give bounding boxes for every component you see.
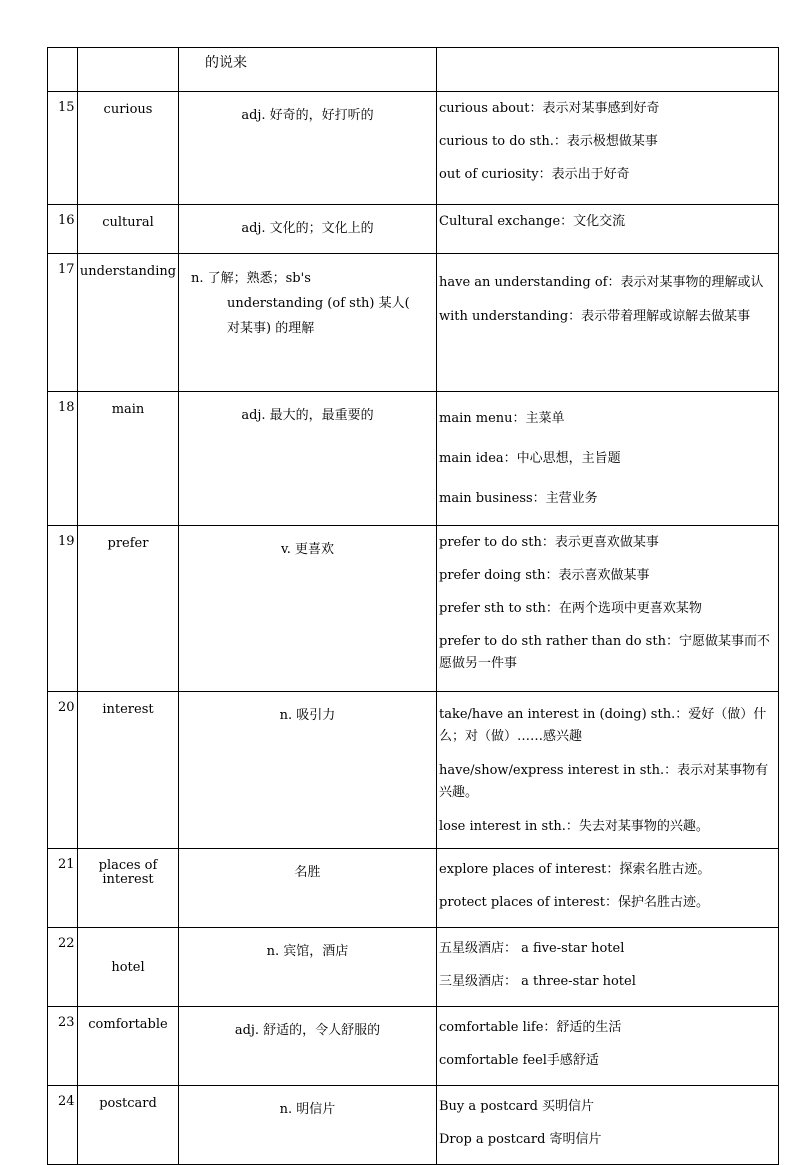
usage-item: comfortable life：舒适的生活 — [439, 1020, 622, 1035]
row-number: 17 — [48, 254, 78, 392]
table-row — [48, 92, 779, 205]
definition: 名胜 — [179, 849, 437, 928]
word: prefer — [78, 526, 179, 692]
usage-cell — [437, 48, 779, 92]
usage-item: 五星级酒店： a five-star hotel — [439, 941, 625, 956]
usage-item: comfortable feel手感舒适 — [439, 1053, 599, 1068]
usage-cell — [437, 526, 779, 692]
row-number: 16 — [48, 205, 78, 254]
usage-item: Buy a postcard 买明信片 — [439, 1099, 595, 1114]
table-row — [48, 392, 779, 526]
table-row — [48, 849, 779, 928]
definition-line: understanding (of sth) 某人( — [227, 296, 410, 311]
usage-item: prefer to do sth rather than do sth：宁愿做某事而不愿做另一件事 — [439, 634, 770, 671]
table-row — [48, 205, 779, 254]
table-row — [48, 1007, 779, 1086]
word: places of interest — [78, 849, 179, 928]
usage-item: lose interest in sth.：失去对某事物的兴趣。 — [439, 819, 709, 834]
definition — [179, 254, 437, 392]
usage-cell — [437, 392, 779, 526]
row-number: 18 — [48, 392, 78, 526]
definition: n. 明信片 — [179, 1086, 437, 1165]
usage-item: Cultural exchange：文化交流 — [439, 214, 626, 229]
usage-cell — [437, 254, 779, 392]
definition-line: n. 了解；熟悉；sb's — [191, 271, 311, 286]
definition: adj. 舒适的，令人舒服的 — [179, 1007, 437, 1086]
word: postcard — [78, 1086, 179, 1165]
definition: adj. 文化的；文化上的 — [179, 205, 437, 254]
row-number: 15 — [48, 92, 78, 205]
usage-cell — [437, 1086, 779, 1165]
usage-item: protect places of interest：保护名胜古迹。 — [439, 895, 709, 910]
usage-item: have an understanding of：表示对某事物的理解或认 — [439, 275, 764, 290]
usage-cell — [437, 205, 779, 254]
definition: adj. 好奇的，好打听的 — [179, 92, 437, 205]
table-row — [48, 1086, 779, 1165]
usage-item: take/have an interest in (doing) sth.：爱好（做）什么；对（做）……感兴趣 — [439, 707, 767, 744]
usage-item: Drop a postcard 寄明信片 — [439, 1132, 602, 1147]
usage-item: prefer doing sth：表示喜欢做某事 — [439, 568, 650, 583]
usage-item: 三星级酒店： a three-star hotel — [439, 974, 636, 989]
usage-item: out of curiosity：表示出于好奇 — [439, 167, 630, 182]
usage-cell — [437, 928, 779, 1007]
word: curious — [78, 92, 179, 205]
vocabulary-table — [47, 47, 779, 1165]
table-row — [48, 526, 779, 692]
table-row — [48, 928, 779, 1007]
definition-line: 对某事) 的理解 — [227, 321, 315, 336]
usage-item: with understanding：表示带着理解或谅解去做某事 — [439, 309, 751, 324]
row-number: 22 — [48, 928, 78, 1007]
usage-item: have/show/express interest in sth.：表示对某事物有兴趣。 — [439, 763, 769, 800]
usage-item: main business：主营业务 — [439, 491, 598, 506]
definition: v. 更喜欢 — [179, 526, 437, 692]
definition: n. 吸引力 — [179, 692, 437, 849]
usage-item: prefer sth to sth：在两个选项中更喜欢某物 — [439, 601, 702, 616]
word: cultural — [78, 205, 179, 254]
row-number: 21 — [48, 849, 78, 928]
word: hotel — [78, 928, 179, 1007]
usage-item: main idea：中心思想，主旨题 — [439, 451, 621, 466]
word: understanding — [78, 254, 179, 392]
usage-item: curious about：表示对某事感到好奇 — [439, 101, 660, 116]
row-number: 19 — [48, 526, 78, 692]
usage-cell — [437, 92, 779, 205]
word-cell — [78, 48, 179, 92]
definition-cell — [179, 48, 437, 92]
usage-item: curious to do sth.：表示极想做某事 — [439, 134, 658, 149]
table-row — [48, 692, 779, 849]
word: comfortable — [78, 1007, 179, 1086]
usage-item: main menu：主菜单 — [439, 411, 565, 426]
definition-text: 的说来 — [205, 55, 247, 71]
table-row-continuation — [48, 48, 779, 92]
table-row — [48, 254, 779, 392]
usage-cell — [437, 1007, 779, 1086]
usage-item: explore places of interest：探索名胜古迹。 — [439, 862, 711, 877]
row-number: 24 — [48, 1086, 78, 1165]
definition: n. 宾馆，酒店 — [179, 928, 437, 1007]
definition: adj. 最大的，最重要的 — [179, 392, 437, 526]
word: interest — [78, 692, 179, 849]
usage-cell — [437, 849, 779, 928]
usage-cell — [437, 692, 779, 849]
usage-item: prefer to do sth：表示更喜欢做某事 — [439, 535, 659, 550]
row-number: 20 — [48, 692, 78, 849]
word: main — [78, 392, 179, 526]
row-number: 23 — [48, 1007, 78, 1086]
num-cell — [48, 48, 78, 92]
